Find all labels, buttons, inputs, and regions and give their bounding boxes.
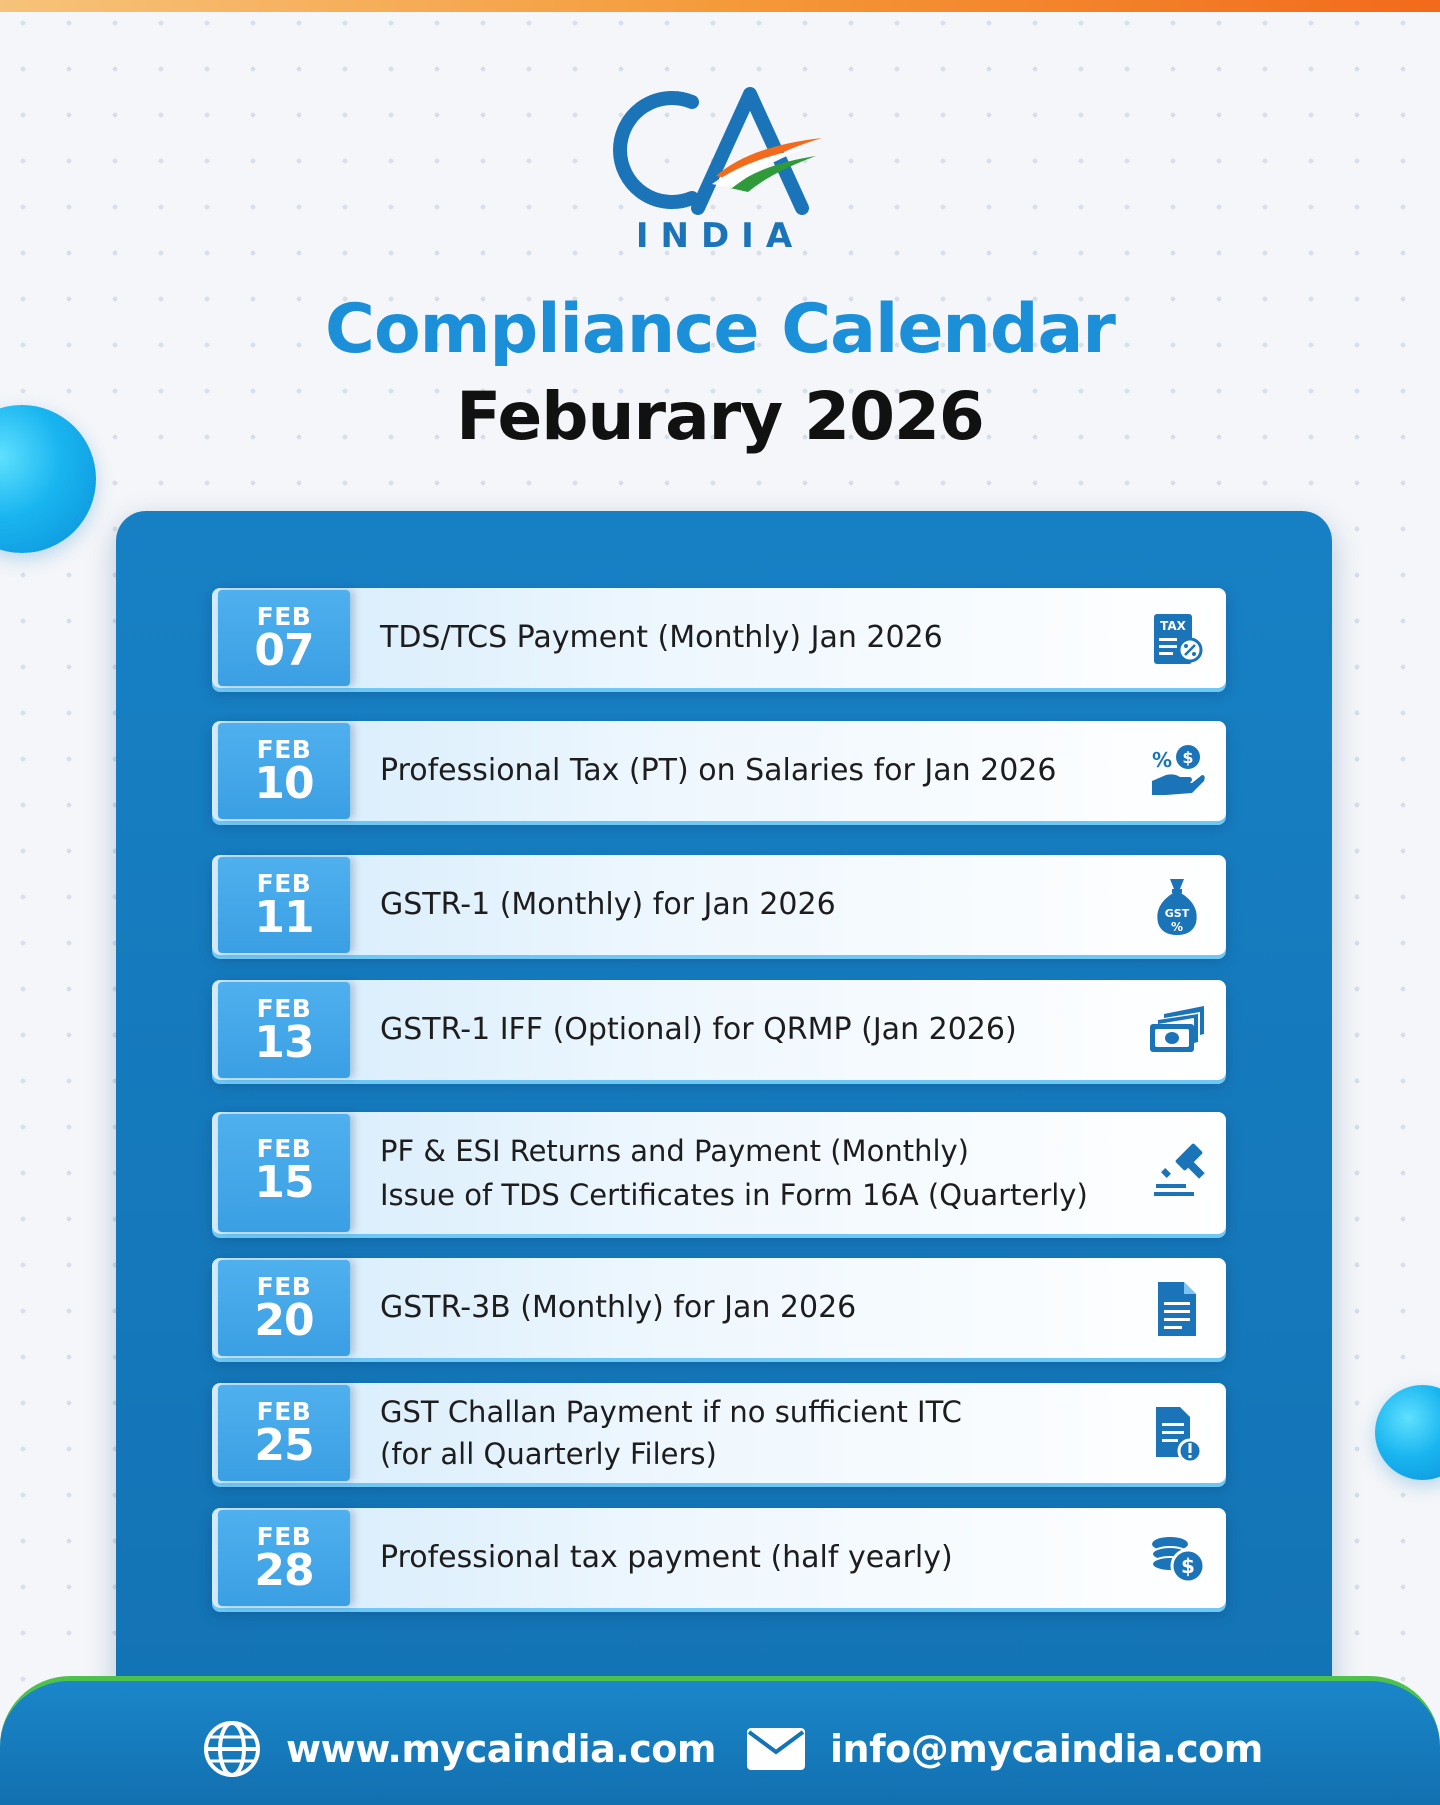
date-month: FEB [256,1522,312,1551]
deadline-row [212,1383,1226,1483]
svg-text:%: % [1170,920,1184,934]
page-subtitle: Feburary 2026 [456,378,984,455]
date-month: FEB [256,735,312,764]
deadline-text [380,1112,1160,1234]
date-day: 28 [254,1545,314,1596]
svg-text:GST: GST [1164,907,1190,920]
deadline-text [380,1258,1140,1358]
footer-bar [0,1676,1440,1805]
date-day: 20 [254,1295,314,1346]
date-badge [218,857,350,953]
hand-dollar-percent-icon [1146,741,1208,803]
date-badge [218,1510,350,1606]
deadline-line: GSTR-1 (Monthly) for Jan 2026 [380,887,836,922]
deadline-text [380,980,1140,1080]
gavel-icon [1152,1140,1214,1202]
date-badge [218,982,350,1078]
date-badge [218,1385,350,1481]
date-month: FEB [256,1272,312,1301]
logo-wordmark: INDIA [635,216,805,256]
date-day: 11 [254,892,314,943]
page-title: Compliance Calendar [325,290,1115,369]
deadline-line: PF & ESI Returns and Payment (Monthly) [380,1134,969,1168]
deadline-row [212,588,1226,688]
tax-document-icon [1146,608,1208,670]
deadline-row [212,1258,1226,1358]
deadline-row [212,721,1226,821]
website-link[interactable] [200,1719,716,1779]
deadline-row [212,980,1226,1080]
envelope-icon [744,1719,808,1779]
svg-text:$: $ [1182,748,1194,767]
date-badge [218,1114,350,1232]
date-month: FEB [256,994,312,1023]
deadline-text [380,855,1140,955]
globe-icon [200,1719,264,1779]
deadline-text [380,1383,1140,1483]
deadline-line: Issue of TDS Certificates in Form 16A (Quarterly) [380,1178,1088,1212]
email-text: info@mycaindia.com [830,1727,1263,1771]
deadline-line: Professional tax payment (half yearly) [380,1540,953,1575]
deadline-line: GSTR-1 IFF (Optional) for QRMP (Jan 2026) [380,1012,1017,1047]
deadline-row [212,855,1226,955]
date-month: FEB [256,1397,312,1426]
date-day: 07 [254,625,314,676]
deadline-line: (for all Quarterly Filers) [380,1437,717,1471]
date-month: FEB [256,602,312,631]
date-badge [218,1260,350,1356]
deadline-row [212,1508,1226,1608]
website-text: www.mycaindia.com [286,1727,716,1771]
top-accent-bar [0,0,1440,12]
gst-money-bag-icon [1146,875,1208,937]
document-alert-icon [1146,1403,1208,1465]
date-month: FEB [256,1134,312,1163]
date-month: FEB [256,869,312,898]
date-badge [218,590,350,686]
date-day: 13 [254,1017,314,1068]
date-day: 25 [254,1420,314,1471]
deadline-text [380,588,1140,688]
deadline-text [380,721,1140,821]
svg-text:$: $ [1181,1554,1195,1578]
svg-text:%: % [1151,748,1173,772]
deadline-line: Professional Tax (PT) on Salaries for Jan 2026 [380,753,1057,788]
cash-stack-icon [1146,1000,1208,1062]
email-link[interactable] [744,1719,1263,1779]
ca-logo-mark [600,80,840,220]
deadline-row [212,1112,1226,1234]
coins-dollar-icon [1146,1528,1208,1590]
deadline-line: GSTR-3B (Monthly) for Jan 2026 [380,1290,857,1325]
deadline-line: TDS/TCS Payment (Monthly) Jan 2026 [380,620,943,655]
decorative-bubble-right [1375,1385,1440,1480]
svg-text:TAX: TAX [1160,619,1186,633]
deadline-text [380,1508,1140,1608]
date-day: 10 [254,758,314,809]
ca-india-logo [600,80,840,255]
date-day: 15 [254,1157,314,1208]
deadline-line: GST Challan Payment if no sufficient ITC [380,1395,962,1429]
document-icon [1146,1278,1208,1340]
date-badge [218,723,350,819]
